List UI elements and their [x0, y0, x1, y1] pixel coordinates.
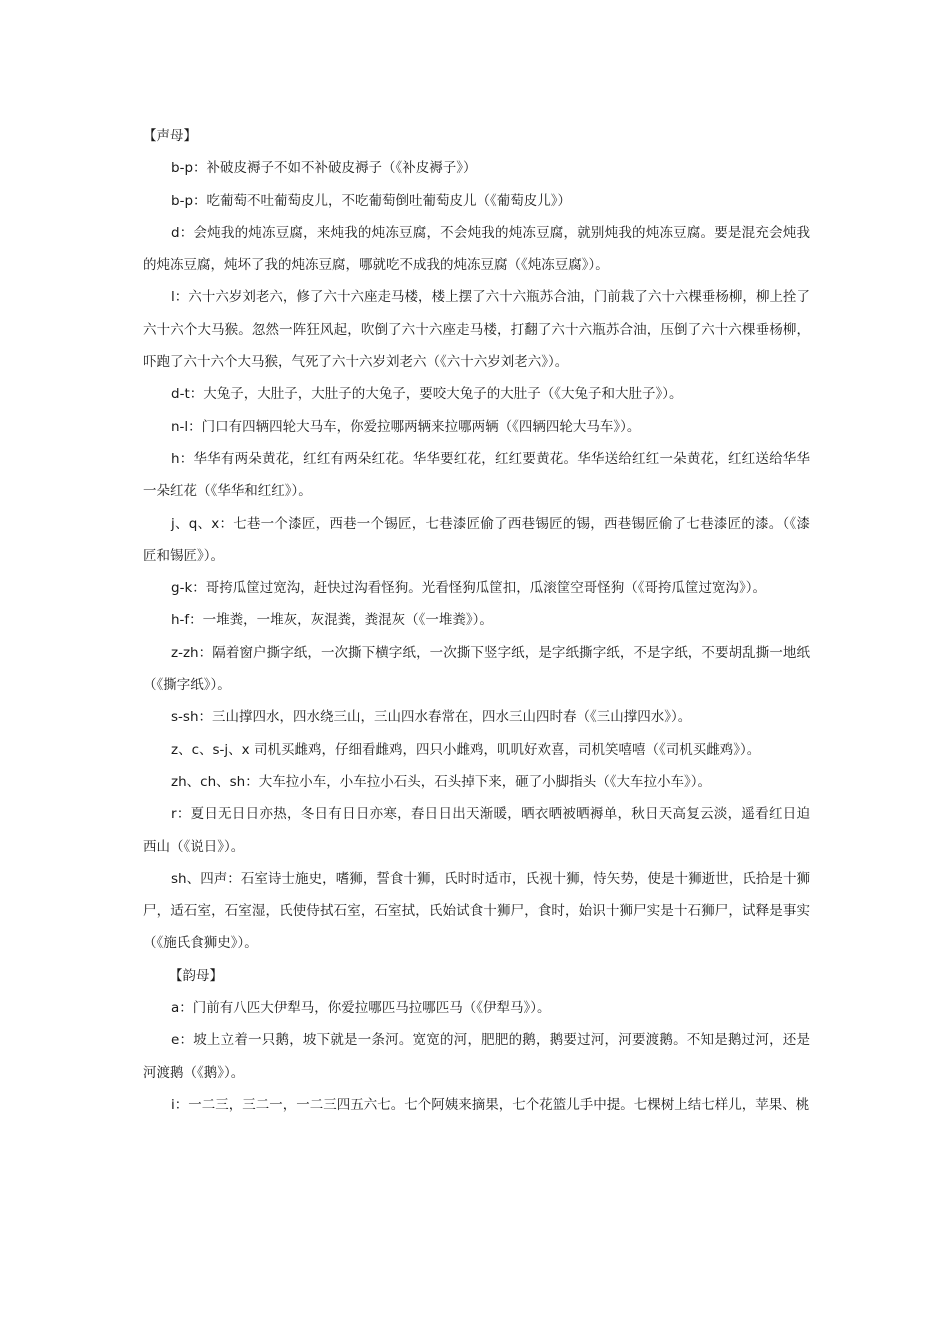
paragraph: sh、四声：石室诗士施史，嗜狮，誓食十狮，氏时时适市，氏视十狮，恃矢势，使是十狮逝世，氏拾是十狮尸，适石室，石室湿，氏使侍拭石室，石室拭，氏始试食十狮尸，食时，始识十狮尸实是十石狮尸，试释是事实（《施氏食狮史》）。 — [143, 870, 810, 952]
section-heading-yunmu: 【韵母】 — [169, 967, 223, 984]
paragraph: i：一二三，三二一，一二三四五六七。七个阿姨来摘果，七个花篮儿手中提。七棵树上结七样儿，苹果、桃 — [171, 1096, 810, 1113]
paragraph: z-zh：隔着窗户撕字纸，一次撕下横字纸，一次撕下竖字纸，是字纸撕字纸，不是字纸，不要胡乱撕一地纸（《撕字纸》）。 — [143, 644, 810, 694]
paragraph: b-p：补破皮褥子不如不补破皮褥子（《补皮褥子》） — [171, 160, 477, 177]
paragraph: e：坡上立着一只鹅，坡下就是一条河。宽宽的河，肥肥的鹅，鹅要过河，河要渡鹅。不知是鹅过河，还是河渡鹅（《鹅》）。 — [143, 1032, 810, 1081]
paragraph: l：六十六岁刘老六，修了六十六座走马楼，楼上摆了六十六瓶苏合油，门前栽了六十六棵垂杨柳，柳上拴了六十六个大马猴。忽然一阵狂风起，吹倒了六十六座走马楼，打翻了六十六瓶苏合油，压倒了六十六棵垂杨柳，吓跑了六十六个大马猴，气死了六十六岁刘老六（《六十六岁刘老六》）。 — [143, 289, 810, 371]
paragraph: s-sh：三山撑四水，四水绕三山，三山四水春常在，四水三山四时春（《三山撑四水》）。 — [171, 709, 692, 726]
paragraph: h-f：一堆粪，一堆灰，灰混粪，粪混灰（《一堆粪》）。 — [171, 612, 493, 629]
section-heading-shengmu: 【声母】 — [143, 128, 197, 144]
paragraph: g-k：哥挎瓜筐过宽沟，赶快过沟看怪狗。光看怪狗瓜筐扣，瓜滚筐空哥怪狗（《哥挎瓜筐过宽沟》）。 — [171, 580, 767, 597]
paragraph: n-l：门口有四辆四轮大马车，你爱拉哪两辆来拉哪两辆（《四辆四轮大马车》）。 — [171, 418, 641, 435]
paragraph: z、c、s-j、x 司机买雌鸡，仔细看雌鸡，四只小雌鸡，叽叽好欢喜，司机笑嘻嘻（《司机买雌鸡》）。 — [171, 741, 761, 758]
paragraph: b-p：吃葡萄不吐葡萄皮儿，不吃葡萄倒吐葡萄皮儿（《葡萄皮儿》） — [171, 192, 572, 209]
paragraph: zh、ch、sh：大车拉小车，小车拉小石头，石头掉下来，砸了小脚指头（《大车拉小车》）。 — [171, 773, 711, 790]
paragraph: r：夏日无日日亦热，冬日有日日亦寒，春日日出天渐暖，晒衣晒被晒褥单，秋日天高复云淡，遥看红日迫西山（《说日》）。 — [143, 806, 810, 855]
paragraph: a：门前有八匹大伊犁马，你爱拉哪匹马拉哪匹马（《伊犁马》）。 — [171, 1000, 551, 1017]
paragraph: j、q、x：七巷一个漆匠，西巷一个锡匠，七巷漆匠偷了西巷锡匠的锡，西巷锡匠偷了七巷漆匠的漆。（《漆匠和锡匠》）。 — [143, 515, 810, 564]
paragraph: d-t：大兔子，大肚子，大肚子的大兔子，要咬大兔子的大肚子（《大兔子和大肚子》）。 — [171, 386, 683, 403]
document-body — [143, 120, 810, 1121]
paragraph: d：会炖我的炖冻豆腐，来炖我的炖冻豆腐，不会炖我的炖冻豆腐，就别炖我的炖冻豆腐。要是混充会炖我的炖冻豆腐，炖坏了我的炖冻豆腐，哪就吃不成我的炖冻豆腐（《炖冻豆腐》）。 — [143, 224, 810, 274]
paragraph: h：华华有两朵黄花，红红有两朵红花。华华要红花，红红要黄花。华华送给红红一朵黄花，红红送给华华一朵红花（《华华和红红》）。 — [143, 450, 810, 500]
